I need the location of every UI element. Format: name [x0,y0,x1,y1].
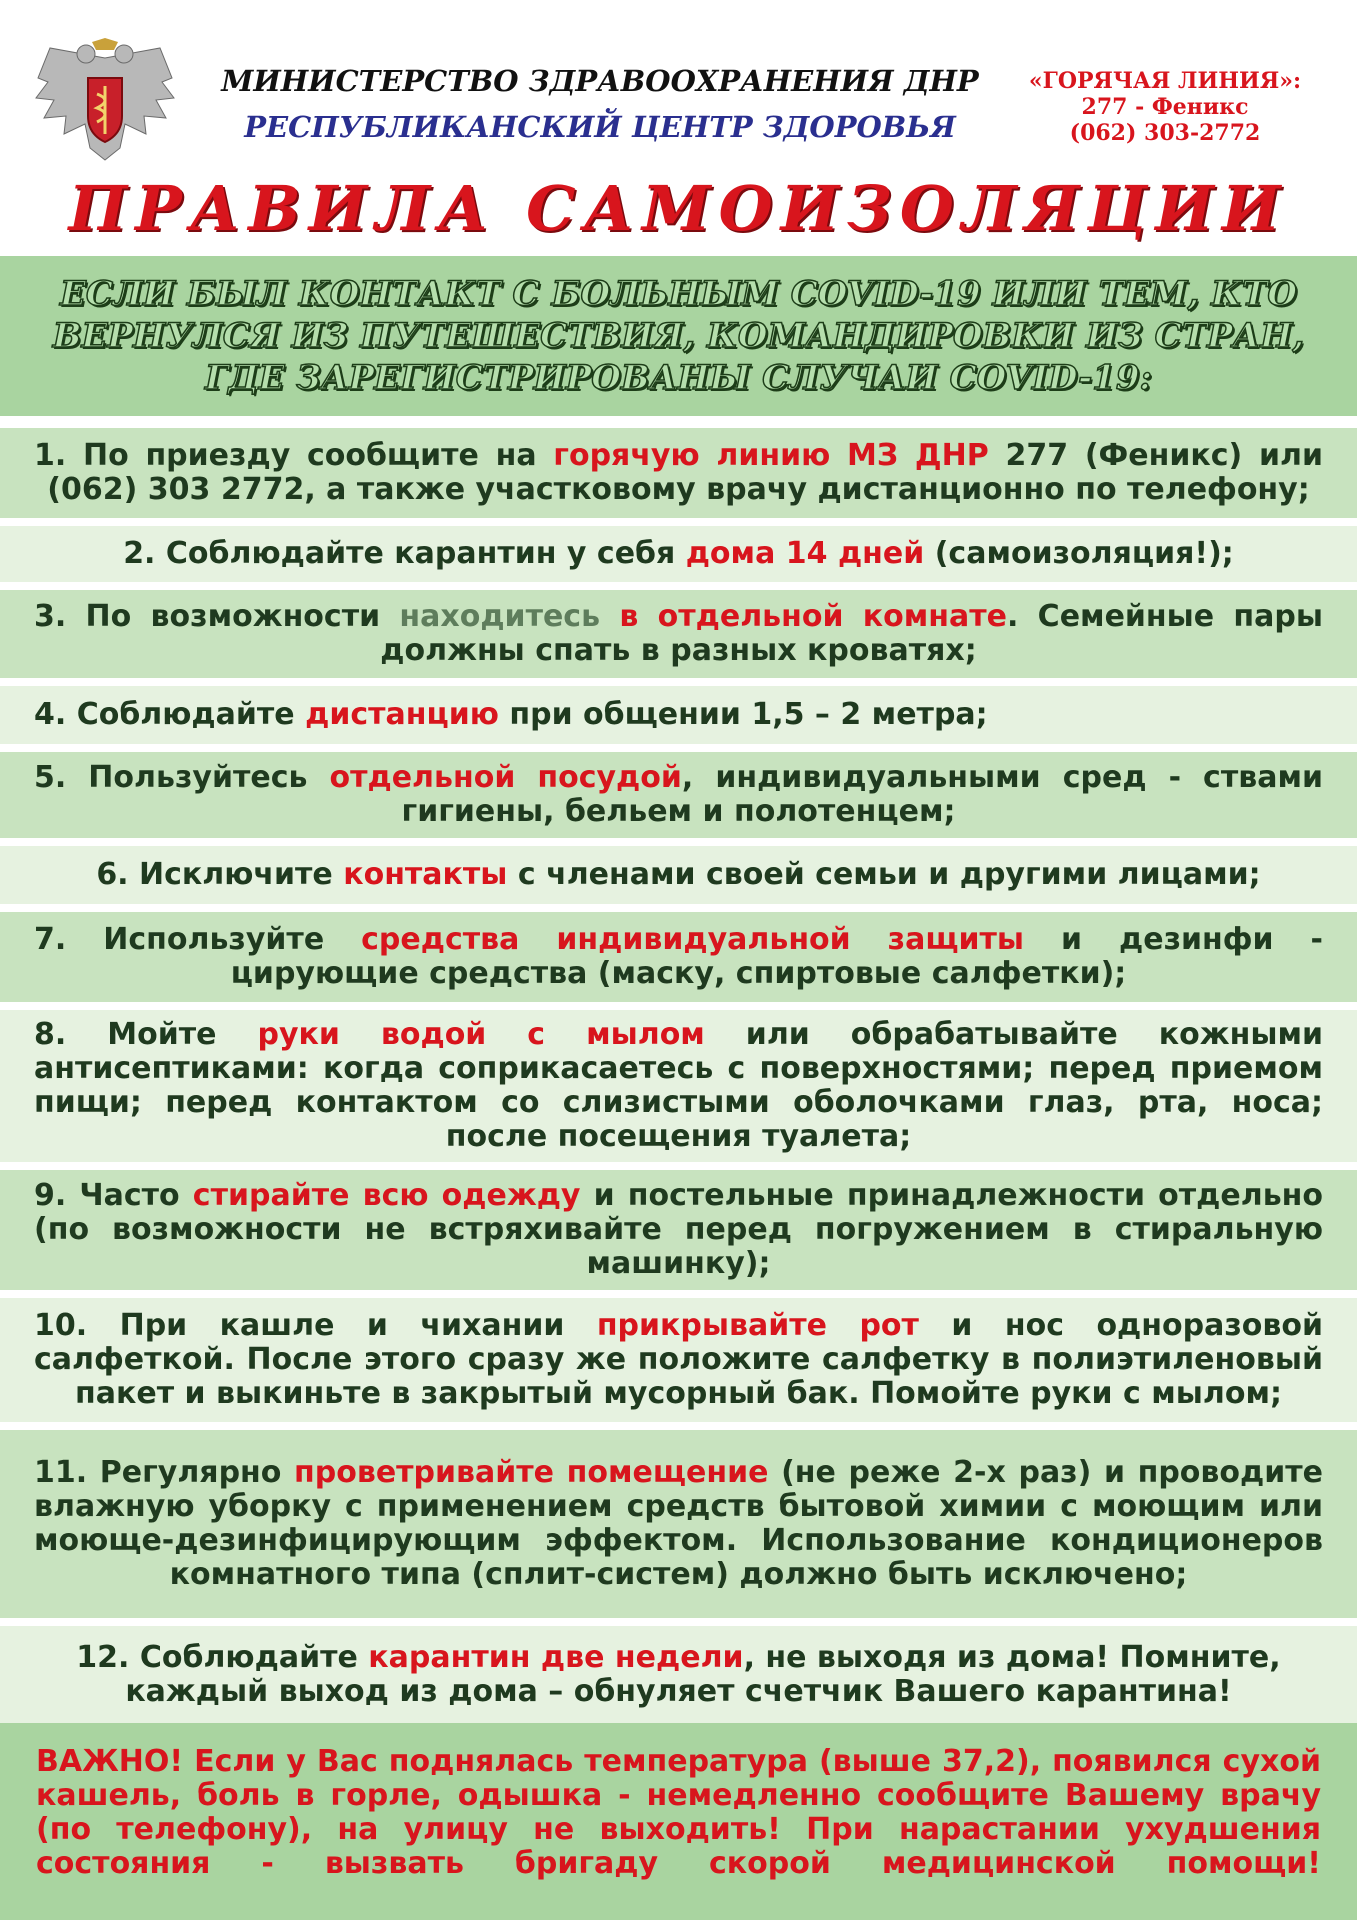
rule-highlight: дистанцию [305,697,499,732]
rule-text: при общении 1,5 – 2 метра; [498,697,988,732]
hotline-title: «ГОРЯЧАЯ ЛИНИЯ»: [1028,68,1302,94]
rule-highlight: карантин две недели [368,1640,744,1675]
rule-text-muted: находитесь [399,599,601,634]
rule-text: 11. Регулярно [34,1455,295,1490]
hotline-short-number: 277 - Феникс [1081,94,1249,120]
rule-text: 7. Используйте [34,922,362,957]
rule-text: 3. По возможности [34,599,400,634]
rule-text: и постельные принадлежности отдельно (по возможности не встряхивайте перед погружением в стиральную машинку); [34,1178,1323,1281]
rule-text: 8. Мойте [34,1017,258,1052]
rule-text: (не реже 2-х раз) и проводите влажную уборку с применением средств бытовой химии с моющим или моюще-дезинфицирующим эффектом. Использование кондиционеров комнатного типа (сплит-систем) должно быть исключено; [34,1455,1323,1592]
rule-item [0,1010,1357,1162]
rule-text: 12. Соблюдайте [76,1640,369,1675]
rule-highlight: средства индивидуальной защиты [361,922,1025,957]
rule-item [0,1298,1357,1422]
rule-text: или обрабатывайте кожными антисептиками: когда соприкасаетесь с поверхностями; перед приемом пищи; перед контактом со слизистыми оболочками глаз, рта, носа; после посещения туалета; [34,1017,1323,1154]
subtitle-band [0,256,1357,416]
rule-item [0,752,1357,838]
rule-text: и нос одноразовой салфеткой. После этого сразу же положите салфетку в полиэтиленовый пакет и выкиньте в закрытый мусорный бак. Помойте руки с мылом; [34,1308,1324,1411]
rule-text: 1. По приезду сообщите на [34,438,554,473]
rule-highlight: отдельной посудой [329,760,682,795]
rule-text: 10. При кашле и чихании [34,1308,597,1343]
rule-item [0,1626,1357,1724]
rule-highlight: горячую линию МЗ ДНР [553,438,989,473]
rule-highlight: руки водой с мылом [257,1017,705,1052]
warning-text: ВАЖНО! Если у Вас поднялась температура (выше 37,2), появился сухой кашель, боль в горле, одышка - немедленно сообщите Вашему врачу (по телефону), на улицу не выходить! При нарастании ухудшения состояния - вызвать бригаду скорой медицинской помощи! [36,1744,1321,1881]
rule-text: 4. Соблюдайте [34,697,306,732]
rule-text: с членами своей семьи и другими лицами; [507,857,1261,892]
rule-text: 5. Пользуйтесь [34,760,330,795]
hotline-phone: (062) 303-2772 [1069,120,1261,146]
warning-band [0,1723,1357,1920]
rules-list [0,428,1357,1732]
rule-text: 6. Исключите [96,857,344,892]
rule-highlight: прикрывайте рот [596,1308,919,1343]
rule-item [0,912,1357,1002]
rule-text: , не выходя из дома! Помните, каждый выход из дома – обнуляет счетчик Вашего карантина! [125,1640,1281,1709]
rule-item [0,590,1357,678]
rule-text: (самоизоляция!); [924,536,1234,571]
rule-item [0,686,1357,744]
rule-text: . Семейные пары должны спать в разных кроватях; [380,599,1323,668]
rule-text: , индивидуальными сред - ствами гигиены, бельем и полотенцем; [401,760,1323,829]
rule-text: 277 (Феникс) или (062) 303 2772, а также участковому врачу дистанционно по телефону; [47,438,1323,507]
rule-text: 9. Часто [34,1178,193,1213]
health-center-name: РЕСПУБЛИКАНСКИЙ ЦЕНТР ЗДОРОВЬЯ [244,110,956,144]
rule-text: 2. Соблюдайте карантин у себя [123,536,686,571]
page-title: ПРАВИЛА САМОИЗОЛЯЦИИ [68,172,1289,245]
rule-text: и дезинфи - цирующие средства (маску, спиртовые салфетки); [230,922,1323,991]
ministry-name: МИНИСТЕРСТВО ЗДРАВООХРАНЕНИЯ ДНР [221,64,979,98]
hotline-block [1010,68,1320,146]
rule-highlight: стирайте всю одежду [192,1178,581,1213]
rule-highlight: контакты [343,857,508,892]
dnr-coat-of-arms-icon [30,38,180,164]
rule-highlight: проветривайте помещение [294,1455,769,1490]
rule-highlight: дома 14 дней [685,536,925,571]
subtitle-text: ЕСЛИ БЫЛ КОНТАКТ С БОЛЬНЫМ COVID-19 ИЛИ ТЕМ, КТО ВЕРНУЛСЯ ИЗ ПУТЕШЕСТВИЯ, КОМАНДИРОВКИ ИЗ СТРАН, ГДЕ ЗАРЕГИСТРИРОВАНЫ СЛУЧАИ COVID-19: [52,274,1305,398]
rule-item [0,526,1357,582]
rule-item [0,1430,1357,1618]
rule-text [600,599,619,634]
rule-highlight: в отдельной комнате [619,599,1007,634]
rule-item [0,1170,1357,1290]
rule-item [0,428,1357,518]
rule-item [0,846,1357,904]
